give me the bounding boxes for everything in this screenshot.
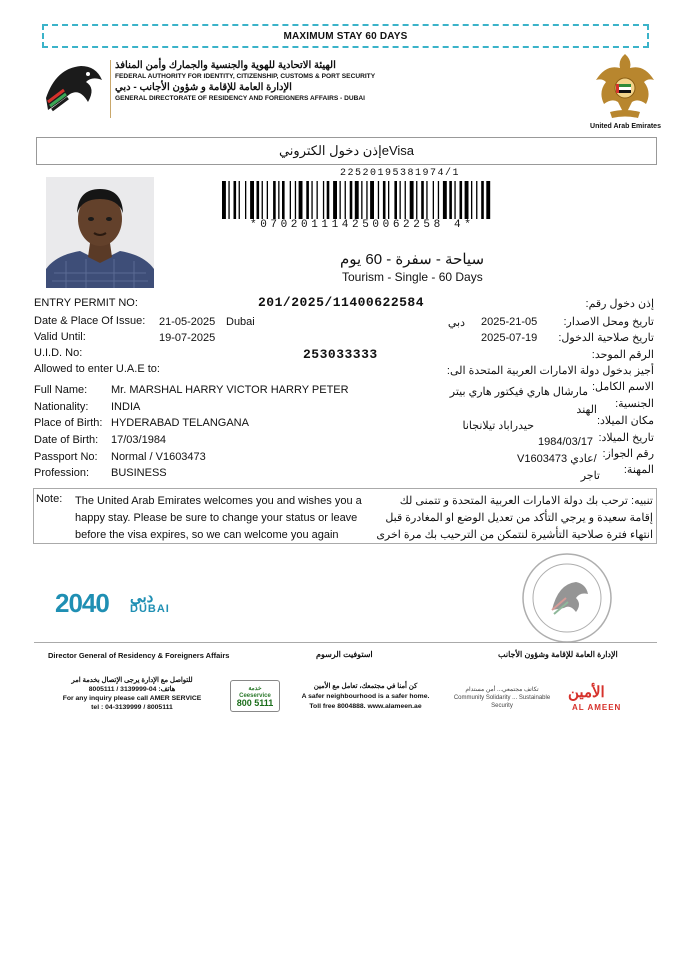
barcode-bar (311, 181, 312, 219)
amer-contact (52, 676, 212, 712)
barcode-bar (471, 181, 472, 219)
place-of-birth-ar: حيدراباد تيلانجانا (462, 420, 534, 432)
authority-ar: الهيئة الاتحادية للهوية والجنسية والجمارك وأمن المنافذ (115, 60, 336, 71)
community-en: Community Solidarity ... Sustainable Security (453, 695, 551, 709)
passport-number-ar: V1603473 عادي/ (517, 453, 597, 465)
barcode-bar (350, 181, 353, 219)
issue-place-ar: دبي (447, 317, 465, 329)
barcode-bar (416, 181, 417, 219)
entry-permit-number: 201/2025/11400622584 (258, 295, 425, 310)
note-label: Note: (36, 493, 63, 505)
safer-toll: Toll free 8004888. www.alameen.ae (309, 703, 422, 710)
service-number: 800 5111 (236, 697, 274, 708)
barcode-bottom-number: *070201114250062258 4* (250, 219, 475, 231)
valid-label: Valid Until: (34, 331, 86, 343)
barcode-bar (327, 181, 330, 219)
date-of-birth: 17/03/1984 (111, 434, 167, 446)
barcode-bar (454, 181, 455, 219)
nationality-ar: الهند (576, 404, 597, 416)
visa-type-en: Tourism - Single - 60 Days (342, 270, 483, 284)
barcode-bar (317, 181, 318, 219)
barcode-bar (361, 181, 362, 219)
amer-line-1: للتواصل مع الإدارة يرجى الإتصال بخدمة امر (71, 677, 193, 684)
directorate-ar: الإدارة العامة للإقامة و شؤون الأجانب - دبي (115, 82, 292, 93)
falcon-logo (36, 58, 108, 120)
authority-en: FEDERAL AUTHORITY FOR IDENTITY, CITIZENSHIP, CUSTOMS & PORT SECURITY (115, 73, 376, 80)
amer-line-4: tel : 04-3139999 / 8005111 (91, 704, 173, 711)
barcode-bar (476, 181, 477, 219)
profession-label: Profession: (34, 467, 90, 479)
valid-date: 19-07-2025 (159, 332, 216, 344)
pob-label: Place of Birth: (34, 417, 103, 429)
barcode-bar (250, 181, 254, 219)
name-ar-label: الاسم الكامل: (591, 381, 654, 393)
barcode-bar (282, 181, 285, 219)
dubai-logo-ar: دبي (130, 589, 154, 606)
note-ar: تنبيه: ترحب بك دولة الامارات العربية المتحدة و تتمنى لك إقامة سعيدة و يرجي التأكد من تعديل الوضع او المغادرة قبل انتهاء فترة صلاحية التأشيرة لنتمكن من الترحيب بك مرة اخرى (376, 495, 653, 541)
service-ar: خدمة (248, 685, 262, 692)
dob-ar-label: تاريخ الميلاد: (598, 432, 654, 444)
max-stay-banner: MAXIMUM STAY 60 DAYS (42, 24, 649, 48)
date-of-birth-ar: 1984/03/17 (538, 436, 594, 448)
barcode-bar (239, 181, 240, 219)
alameen-logo-en: AL AMEEN (572, 703, 622, 712)
passport-ar-label: رقم الجواز: (602, 448, 654, 460)
visa-type-ar: سياحة - سفرة - 60 يوم (340, 251, 485, 268)
barcode-bar (295, 181, 296, 219)
barcode-bar (340, 181, 341, 219)
barcode-bar (438, 181, 439, 219)
amer-line-2: هاتف: 04-3139999 / 8005111 (88, 686, 176, 693)
pob-ar-label: مكان الميلاد: (596, 415, 654, 427)
full-name: Mr. MARSHAL HARRY VICTOR HARRY PETER (111, 384, 349, 396)
valid-ar-label: تاريخ صلاحية الدخول: (558, 332, 654, 344)
barcode-bar (345, 181, 346, 219)
entry-permit-ar: إذن دخول رقم: (585, 298, 654, 310)
safer-ar: كن أمنا في مجتمعك، تعامل مع الأمين (313, 683, 418, 690)
note-en: The United Arab Emirates welcomes you and wishes you a happy stay. Please be sure to change your status or leave before the visa expires, so we can welcome you again (75, 495, 362, 541)
alameen-logo-ar: الأمين (568, 684, 605, 701)
barcode-bar (405, 181, 406, 219)
nationality-label: Nationality: (34, 401, 89, 413)
safer-neighbourhood (293, 682, 438, 712)
dubai-2040-logo: 2040 (55, 588, 109, 618)
barcode-bar (443, 181, 447, 219)
barcode (222, 181, 602, 219)
community-slogan (452, 686, 552, 710)
barcode-bar (460, 181, 463, 219)
full-name-ar: مارشال هاري فيكتور هاري بيتر (449, 386, 588, 398)
directorate-footer-ar: الإدارة العامة للإقامة وشؤون الأجانب (498, 650, 618, 659)
allowed-ar: أجيز بدخول دولة الامارات العربية المتحدة الى: (446, 365, 654, 377)
barcode-bar (383, 181, 386, 219)
emblem-caption: United Arab Emirates (590, 123, 661, 130)
passport-label: Passport No: (34, 451, 98, 463)
issue-place: Dubai (226, 316, 255, 328)
barcode-bar (433, 181, 434, 219)
service-en: Ceeservice (239, 692, 271, 699)
barcode-bar (366, 181, 367, 219)
barcode-bar (299, 181, 303, 219)
barcode-top-number: 2252019538197​4/1 (340, 168, 461, 179)
barcode-bar (486, 181, 490, 219)
barcode-bar (257, 181, 260, 219)
barcode-bar (245, 181, 246, 219)
barcode-bar (234, 181, 237, 219)
evisa-title: إذن دخول الكترونيeVisa (36, 137, 657, 165)
barcode-bar (323, 181, 324, 219)
uid-number: 253033333 (303, 347, 378, 362)
barcode-bar (370, 181, 374, 219)
nationality-ar-label: الجنسية: (615, 398, 654, 410)
barcode-bar (306, 181, 309, 219)
place-of-birth: HYDERABAD TELANGANA (111, 417, 249, 429)
barcode-bar (465, 181, 469, 219)
applicant-photo (46, 177, 154, 288)
valid-date-ar: 2025-07-19 (481, 332, 538, 344)
service-badge (230, 680, 280, 712)
dubai-logo-en: DUBAI (130, 603, 170, 615)
barcode-bar (410, 181, 414, 219)
barcode-bar (378, 181, 379, 219)
header-divider (110, 60, 111, 118)
barcode-bar (290, 181, 291, 219)
barcode-bar (400, 181, 401, 219)
barcode-bar (388, 181, 389, 219)
nationality: INDIA (111, 401, 141, 413)
uid-label: U.I.D. No: (34, 347, 83, 359)
director-general-label: Director General of Residency & Foreigners Affairs (48, 651, 230, 660)
entry-permit-label: ENTRY PERMIT NO: (34, 297, 138, 309)
uae-emblem-icon (592, 50, 658, 122)
barcode-bar (355, 181, 359, 219)
directorate-en: GENERAL DIRECTORATE OF RESIDENCY AND FOREIGNERS AFFAIRS - DUBAI (115, 95, 365, 102)
profession: BUSINESS (111, 467, 167, 479)
issue-date-ar: 2025-21-05 (481, 316, 538, 328)
barcode-bar (278, 181, 279, 219)
profession-ar-label: المهنة: (623, 464, 654, 476)
passport-number: Normal / V1603473 (111, 451, 206, 463)
issue-date: 21-05-2025 (159, 316, 216, 328)
issue-label: Date & Place Of Issue: (34, 315, 146, 327)
profession-ar: تاجر (580, 470, 600, 482)
footer-divider (34, 642, 657, 643)
allowed-label: Allowed to enter U.A.E to: (34, 363, 160, 375)
barcode-bar (228, 181, 229, 219)
barcode-bar (333, 181, 337, 219)
barcode-bar (394, 181, 397, 219)
amer-line-3: For any inquiry please call AMER SERVICE (62, 695, 202, 702)
barcode-bar (267, 181, 268, 219)
barcode-bar (426, 181, 427, 219)
dob-label: Date of Birth: (34, 434, 99, 446)
barcode-bar (273, 181, 276, 219)
barcode-bar (481, 181, 484, 219)
barcode-bar (421, 181, 424, 219)
barcode-bar (262, 181, 263, 219)
issue-ar-label: تاريخ ومحل الاصدار: (563, 316, 654, 328)
authority-header (115, 60, 405, 104)
name-label: Full Name: (34, 384, 88, 396)
community-ar: تكاتف مجتمعي... أمن مستدام (465, 687, 539, 693)
barcode-bar (449, 181, 452, 219)
safer-en: A safer neighbourhood is a safer home. (301, 693, 430, 700)
barcode-bar (222, 181, 226, 219)
fees-paid-ar: استوفيت الرسوم (316, 650, 373, 659)
uid-ar-label: الرقم الموحد: (591, 349, 654, 361)
official-stamp-icon (512, 548, 622, 648)
